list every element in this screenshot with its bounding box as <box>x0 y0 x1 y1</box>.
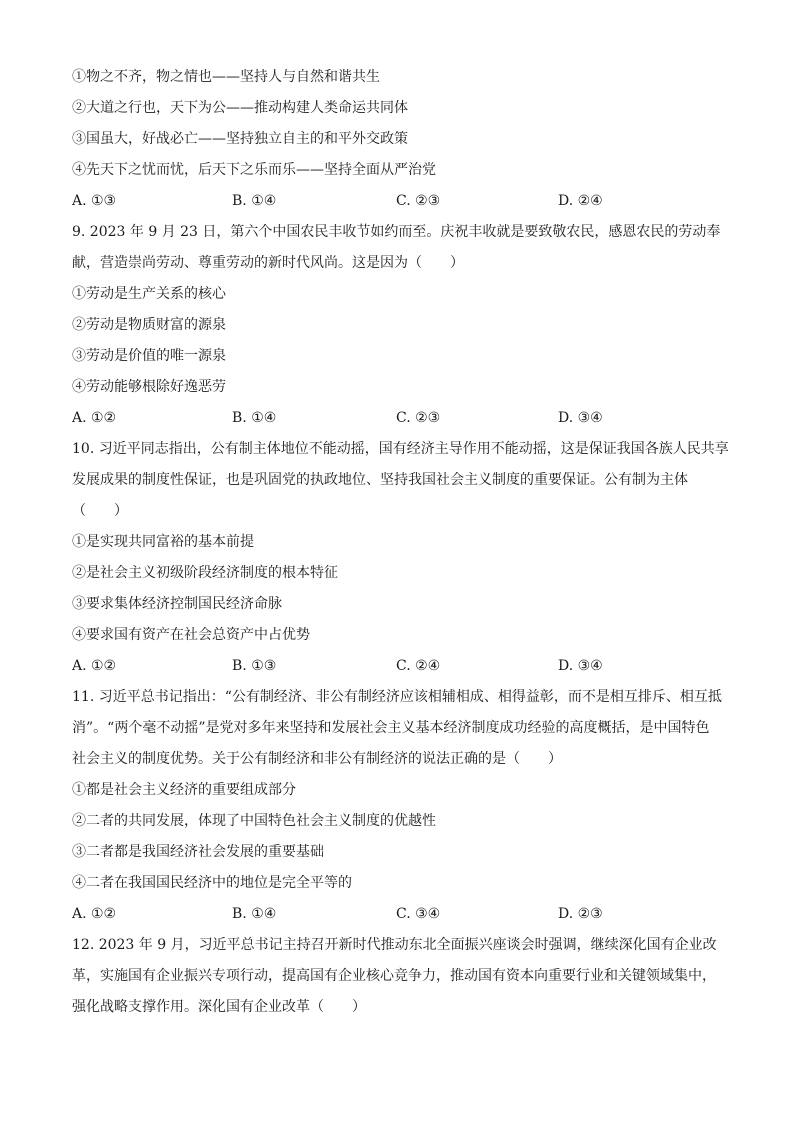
statement-2: ②大道之行也，天下为公——推动构建人类命运共同体 <box>72 100 408 116</box>
option-d: D. ③④ <box>558 658 603 674</box>
option-a: A. ①② <box>72 410 117 426</box>
option-d: D. ②④ <box>558 193 603 209</box>
options-row <box>72 403 732 434</box>
question-10 <box>72 434 732 682</box>
options-row <box>72 651 732 682</box>
question-11 <box>72 682 732 930</box>
statement-1: ①劳动是生产关系的核心 <box>72 286 226 302</box>
option-b: B. ①③ <box>232 658 277 674</box>
question-12 <box>72 930 732 1023</box>
question-stem-line: 10. 习近平同志指出，公有制主体地位不能动摇，国有经济主导作用不能动摇，这是保证我国各族人民共享 <box>72 441 729 457</box>
option-a: A. ①② <box>72 906 117 922</box>
statement-2: ②二者的共同发展，体现了中国特色社会主义制度的优越性 <box>72 813 436 829</box>
statement-1: ①物之不齐，物之情也——坚持人与自然和谐共生 <box>72 69 380 85</box>
question-stem-line: 社会主义的制度优势。关于公有制经济和非公有制经济的说法正确的是（ ） <box>72 751 562 767</box>
option-a: A. ①② <box>72 658 117 674</box>
option-c: C. ②③ <box>396 410 441 426</box>
question-stem-line: 11. 习近平总书记指出：“公有制经济、非公有制经济应该相辅相成、相得益彰，而不是相互排斥、相互抵 <box>72 689 722 705</box>
statement-3: ③国虽大，好战必亡——坚持独立自主的和平外交政策 <box>72 131 408 147</box>
statement-3: ③要求集体经济控制国民经济命脉 <box>72 596 282 612</box>
options-row <box>72 899 732 930</box>
statement-3: ③劳动是价值的唯一源泉 <box>72 348 226 364</box>
question-9 <box>72 217 732 434</box>
option-c: C. ②④ <box>396 658 441 674</box>
question-8-tail <box>72 62 732 217</box>
options-row <box>72 186 732 217</box>
option-d: D. ②③ <box>558 906 603 922</box>
statement-4: ④劳动能够根除好逸恶劳 <box>72 379 226 395</box>
statement-1: ①是实现共同富裕的基本前提 <box>72 534 254 550</box>
option-c: C. ②③ <box>396 193 441 209</box>
statement-4: ④二者在我国国民经济中的地位是完全平等的 <box>72 875 352 891</box>
statement-2: ②是社会主义初级阶段经济制度的根本特征 <box>72 565 338 581</box>
option-c: C. ③④ <box>396 906 441 922</box>
question-stem-line: 献，营造崇尚劳动、尊重劳动的新时代风尚。这是因为（ ） <box>72 255 464 271</box>
question-stem-line: 9. 2023 年 9 月 23 日，第六个中国农民丰收节如约而至。庆祝丰收就是要致敬农民，感恩农民的劳动奉 <box>72 224 721 240</box>
option-a: A. ①③ <box>72 193 117 209</box>
statement-2: ②劳动是物质财富的源泉 <box>72 317 226 333</box>
statement-4: ④先天下之忧而忧，后天下之乐而乐——坚持全面从严治党 <box>72 162 436 178</box>
page-content <box>72 62 732 1023</box>
question-stem-line: 发展成果的制度性保证，也是巩固党的执政地位、坚持我国社会主义制度的重要保证。公有制为主体 <box>72 472 688 488</box>
question-stem-line: 消”。“两个毫不动摇”是党对多年来坚持和发展社会主义基本经济制度成功经验的高度概括，是中国特色 <box>72 720 710 736</box>
question-stem-line: 12. 2023 年 9 月，习近平总书记主持召开新时代推动东北全面振兴座谈会时强调，继续深化国有企业改 <box>72 937 717 953</box>
option-b: B. ①④ <box>232 906 277 922</box>
statement-1: ①都是社会主义经济的重要组成部分 <box>72 782 296 798</box>
statement-4: ④要求国有资产在社会总资产中占优势 <box>72 627 310 643</box>
question-stem-line: （ ） <box>72 503 128 519</box>
option-b: B. ①④ <box>232 193 277 209</box>
statement-3: ③二者都是我国经济社会发展的重要基础 <box>72 844 324 860</box>
question-stem-line: 革，实施国有企业振兴专项行动，提高国有企业核心竞争力，推动国有资本向重要行业和关键领域集中， <box>72 968 716 984</box>
option-d: D. ③④ <box>558 410 603 426</box>
option-b: B. ①④ <box>232 410 277 426</box>
question-stem-line: 强化战略支撑作用。深化国有企业改革（ ） <box>72 999 366 1015</box>
